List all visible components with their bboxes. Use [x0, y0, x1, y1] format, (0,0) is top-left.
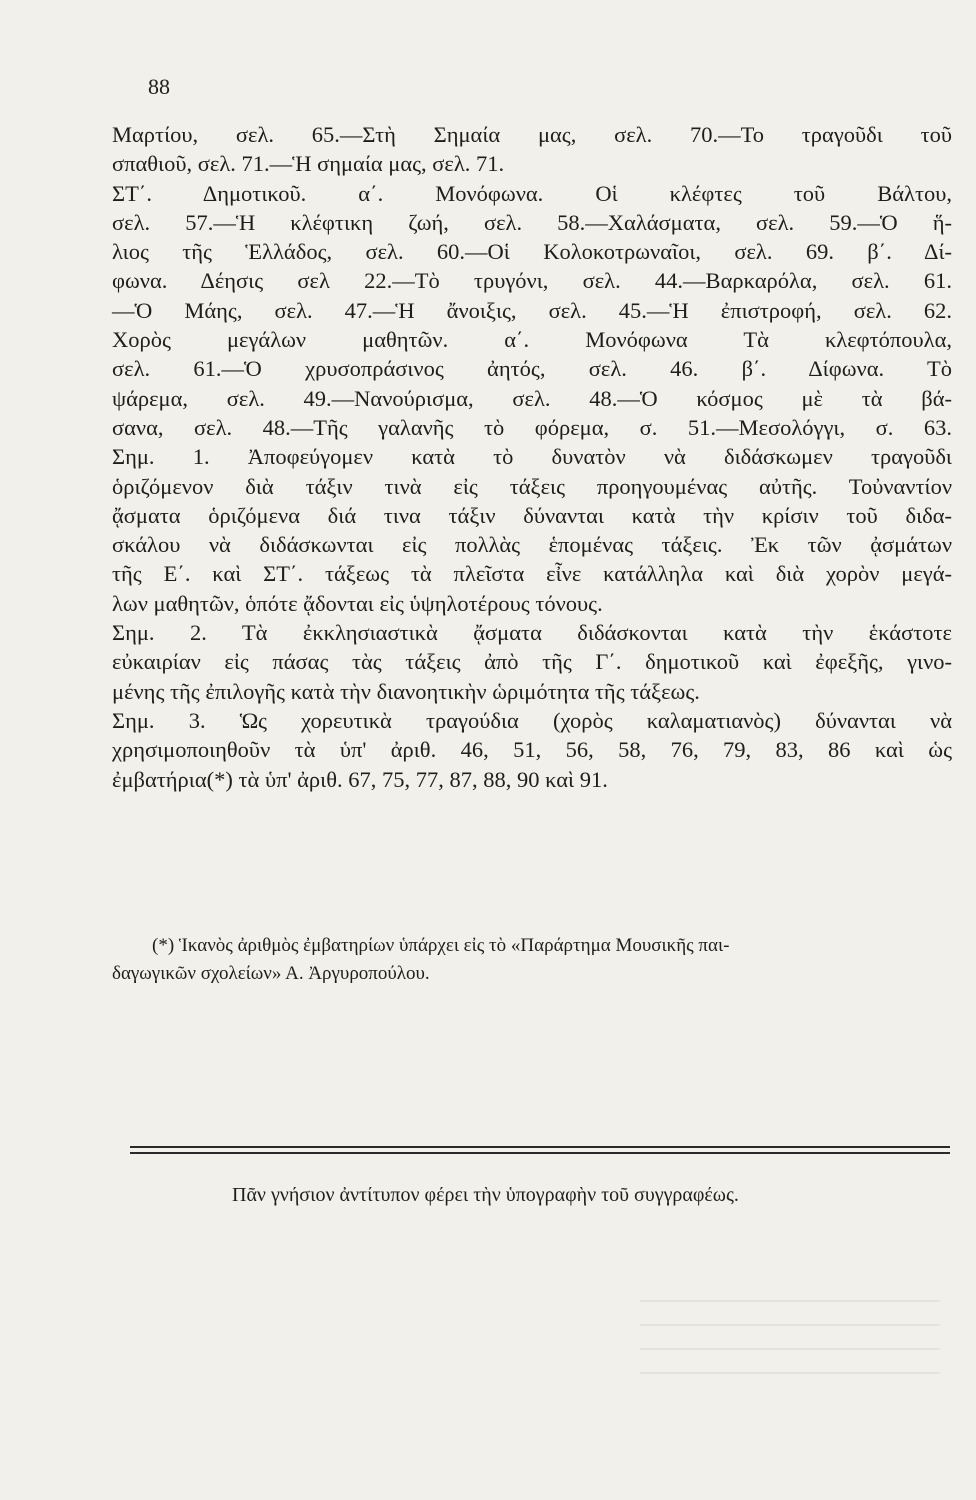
text-line: ΣΤ΄. Δημοτικοῦ. α΄. Μονόφωνα. Οἱ κλέφτες τοῦ Βάλτου, — [112, 180, 952, 206]
note-3-line: ἐμβατήρια(*) τὰ ὑπ' ἀριθ. 67, 75, 77, 87, 88, 90 καὶ 91. — [112, 766, 608, 792]
note-1-line: ὁριζόμενον διὰ τάξιν τινὰ εἰς τάξεις προηγουμένας αὐτῆς. Τοὐναντίον — [112, 473, 952, 499]
note-3-line: Σημ. 3. Ὡς χορευτικὰ τραγούδια (χορὸς καλαματιανὸς) δύνανται νὰ — [112, 707, 952, 733]
note-2-line: εὐκαιρίαν εἰς πάσας τὰς τάξεις ἀπὸ τῆς Γ΄. δημοτικοῦ καὶ ἐφεξῆς, γινο- — [112, 649, 952, 675]
authenticity-note: Πᾶν γνήσιον ἀντίτυπον φέρει τὴν ὑπογραφὴν τοῦ συγγραφέως. — [232, 1184, 739, 1206]
note-1-line: τῆς Ε΄. καὶ ΣΤ΄. τάξεως τὰ πλεῖστα εἶνε κατάλληλα καὶ διὰ χορὸν μεγά- — [112, 561, 952, 587]
note-1-line: λων μαθητῶν, ὁπότε ᾄδονται εἰς ὑψηλοτέρους τόνους. — [112, 590, 603, 616]
text-line: λιος τῆς Ἑλλάδος, σελ. 60.—Οἱ Κολοκοτρωναῖοι, σελ. 69. β΄. Δί- — [112, 239, 952, 265]
divider-rule — [130, 1146, 950, 1148]
note-1-line: σκάλου νὰ διδάσκωνται εἰς πολλὰς ἑπομένας τάξεις. Ἐκ τῶν ᾀσμάτων — [112, 532, 952, 558]
text-line: Μαρτίου, σελ. 65.—Στὴ Σημαία μας, σελ. 70.—Το τραγοῦδι τοῦ — [112, 122, 952, 147]
footnote — [112, 932, 952, 988]
footnote-line: (*) Ἱκανὸς ἀριθμὸς ἐμβατηρίων ὑπάρχει εἰς τὸ «Παράρτημα Μουσικῆς παι- — [152, 935, 730, 956]
body-text — [112, 120, 952, 794]
text-line: σελ. 57.—Ἡ κλέφτικη ζωή, σελ. 58.—Χαλάσματα, σελ. 59.—Ὁ ἥ- — [112, 209, 952, 235]
text-line: σελ. 61.—Ὁ χρυσοπράσινος ἀητός, σελ. 46. β΄. Δίφωνα. Τὸ — [112, 356, 952, 382]
page-number: 88 — [148, 74, 170, 99]
text-line: —Ὁ Μάης, σελ. 47.—Ἡ ἄνοιξις, σελ. 45.—Ἡ ἐπιστροφή, σελ. 62. — [112, 297, 952, 323]
divider-rule — [130, 1152, 950, 1154]
footnote-line: δαγωγικῶν σχολείων» Α. Ἀργυροπούλου. — [112, 963, 430, 984]
note-1-line: ᾄσματα ὁριζόμενα διά τινα τάξιν δύνανται κατὰ τὴν κρίσιν τοῦ διδα- — [112, 502, 952, 528]
bleed-through-texture — [640, 1300, 940, 1390]
text-line: σπαθιοῦ, σελ. 71.—Ἡ σημαία μας, σελ. 71. — [112, 151, 505, 177]
text-line: Χορὸς μεγάλων μαθητῶν. α΄. Μονόφωνα Τὰ κλεφτόπουλα, — [112, 327, 952, 353]
text-line: φωνα. Δέησις σελ 22.—Τὸ τρυγόνι, σελ. 44.—Βαρκαρόλα, σελ. 61. — [112, 268, 952, 294]
note-3-line: χρησιμοποιηθοῦν τὰ ὑπ' ἀριθ. 46, 51, 56, 58, 76, 79, 83, 86 καὶ ὡς — [112, 737, 952, 763]
note-2-line: μένης τῆς ἐπιλογῆς κατὰ τὴν διανοητικὴν ὡριμότητα τῆς τάξεως. — [112, 678, 700, 704]
note-1-line: Σημ. 1. Ἀποφεύγομεν κατὰ τὸ δυνατὸν νὰ διδάσκωμεν τραγοῦδι — [112, 444, 952, 470]
text-line: σανα, σελ. 48.—Τῆς γαλανῆς τὸ φόρεμα, σ. 51.—Μεσολόγγι, σ. 63. — [112, 414, 952, 440]
text-line: ψάρεμα, σελ. 49.—Νανούρισμα, σελ. 48.—Ὁ κόσμος μὲ τὰ βά- — [112, 385, 952, 411]
note-2-line: Σημ. 2. Τὰ ἐκκλησιαστικὰ ᾄσματα διδάσκονται κατὰ τὴν ἑκάστοτε — [112, 620, 952, 646]
